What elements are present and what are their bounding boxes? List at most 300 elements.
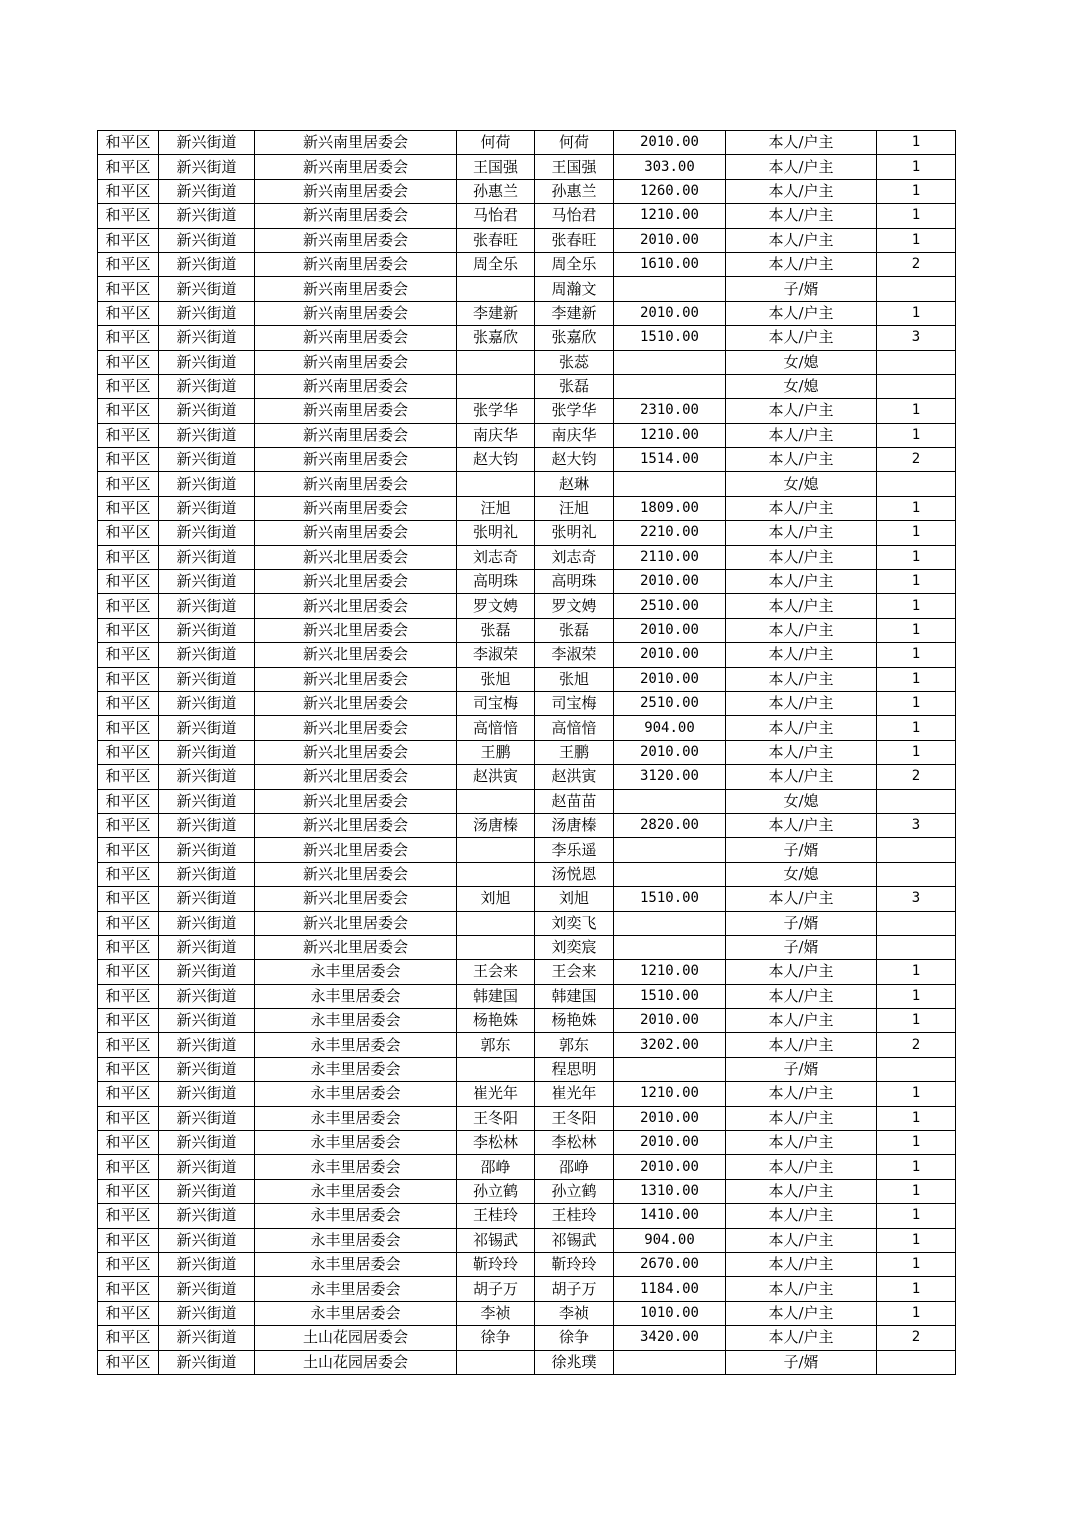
committee-cell: 新兴南里居委会 [255, 277, 457, 301]
street-cell: 新兴街道 [159, 838, 255, 862]
income-cell: 904.00 [614, 1228, 726, 1252]
relation-cell: 本人/户主 [726, 131, 877, 155]
committee-cell: 新兴北里居委会 [255, 716, 457, 740]
household-size-cell [877, 1350, 956, 1374]
committee-cell: 永丰里居委会 [255, 1155, 457, 1179]
relation-cell: 本人/户主 [726, 204, 877, 228]
table-row [98, 1252, 956, 1276]
district-cell: 和平区 [98, 1277, 159, 1301]
relation-cell: 女/媳 [726, 862, 877, 886]
street-cell: 新兴街道 [159, 1009, 255, 1033]
applicant-cell: 崔光年 [457, 1082, 535, 1106]
household-size-cell: 3 [877, 813, 956, 837]
household-size-cell: 1 [877, 496, 956, 520]
applicant-cell [457, 838, 535, 862]
household-size-cell: 1 [877, 131, 956, 155]
member-cell: 王鹏 [535, 740, 614, 764]
member-cell: 张蕊 [535, 350, 614, 374]
household-size-cell: 1 [877, 1009, 956, 1033]
relation-cell: 子/婿 [726, 911, 877, 935]
applicant-cell: 赵大钧 [457, 448, 535, 472]
district-cell: 和平区 [98, 862, 159, 886]
district-cell: 和平区 [98, 935, 159, 959]
member-cell: 王会来 [535, 960, 614, 984]
district-cell: 和平区 [98, 1179, 159, 1203]
applicant-cell: 王冬阳 [457, 1106, 535, 1130]
applicant-cell: 刘志奇 [457, 545, 535, 569]
district-cell: 和平区 [98, 984, 159, 1008]
income-cell: 1210.00 [614, 1082, 726, 1106]
committee-cell: 新兴南里居委会 [255, 326, 457, 350]
member-cell: 王国强 [535, 155, 614, 179]
income-cell: 1210.00 [614, 960, 726, 984]
member-cell: 刘奕宸 [535, 935, 614, 959]
household-size-cell: 1 [877, 1301, 956, 1325]
member-cell: 王冬阳 [535, 1106, 614, 1130]
applicant-cell: 高明珠 [457, 570, 535, 594]
committee-cell: 土山花园居委会 [255, 1350, 457, 1374]
applicant-cell: 周全乐 [457, 252, 535, 276]
income-cell: 3120.00 [614, 765, 726, 789]
applicant-cell [457, 935, 535, 959]
committee-cell: 永丰里居委会 [255, 1228, 457, 1252]
table-row [98, 813, 956, 837]
member-cell: 张嘉欣 [535, 326, 614, 350]
household-size-cell: 1 [877, 228, 956, 252]
applicant-cell: 靳玲玲 [457, 1252, 535, 1276]
committee-cell: 永丰里居委会 [255, 1082, 457, 1106]
relation-cell: 本人/户主 [726, 521, 877, 545]
member-cell: 张磊 [535, 618, 614, 642]
applicant-cell: 孙立鹤 [457, 1179, 535, 1203]
income-cell: 2010.00 [614, 228, 726, 252]
committee-cell: 新兴北里居委会 [255, 570, 457, 594]
relation-cell: 本人/户主 [726, 887, 877, 911]
income-cell [614, 1350, 726, 1374]
street-cell: 新兴街道 [159, 1326, 255, 1350]
household-size-cell: 1 [877, 179, 956, 203]
relation-cell: 本人/户主 [726, 545, 877, 569]
district-cell: 和平区 [98, 472, 159, 496]
member-cell: 刘志奇 [535, 545, 614, 569]
income-cell [614, 1057, 726, 1081]
member-cell: 张学华 [535, 399, 614, 423]
income-cell: 904.00 [614, 716, 726, 740]
applicant-cell: 何荷 [457, 131, 535, 155]
income-cell: 1610.00 [614, 252, 726, 276]
member-cell: 周全乐 [535, 252, 614, 276]
member-cell: 李淑荣 [535, 643, 614, 667]
committee-cell: 新兴北里居委会 [255, 789, 457, 813]
district-cell: 和平区 [98, 252, 159, 276]
household-size-cell: 1 [877, 204, 956, 228]
member-cell: 高愔愔 [535, 716, 614, 740]
member-cell: 汤唐榛 [535, 813, 614, 837]
street-cell: 新兴街道 [159, 374, 255, 398]
table-row [98, 594, 956, 618]
committee-cell: 永丰里居委会 [255, 960, 457, 984]
member-cell: 赵洪寅 [535, 765, 614, 789]
household-size-cell: 3 [877, 326, 956, 350]
member-cell: 李建新 [535, 301, 614, 325]
street-cell: 新兴街道 [159, 155, 255, 179]
member-cell: 杨艳姝 [535, 1009, 614, 1033]
committee-cell: 新兴北里居委会 [255, 618, 457, 642]
district-cell: 和平区 [98, 570, 159, 594]
member-cell: 赵大钧 [535, 448, 614, 472]
applicant-cell: 王鹏 [457, 740, 535, 764]
street-cell: 新兴街道 [159, 813, 255, 837]
district-cell: 和平区 [98, 1204, 159, 1228]
applicant-cell [457, 1350, 535, 1374]
committee-cell: 新兴南里居委会 [255, 374, 457, 398]
relation-cell: 本人/户主 [726, 1009, 877, 1033]
income-cell: 1510.00 [614, 984, 726, 1008]
committee-cell: 新兴北里居委会 [255, 594, 457, 618]
committee-cell: 新兴南里居委会 [255, 496, 457, 520]
member-cell: 司宝梅 [535, 691, 614, 715]
household-size-cell: 1 [877, 740, 956, 764]
household-size-cell: 1 [877, 594, 956, 618]
table-row [98, 740, 956, 764]
applicant-cell: 南庆华 [457, 423, 535, 447]
income-cell [614, 350, 726, 374]
committee-cell: 永丰里居委会 [255, 1106, 457, 1130]
applicant-cell [457, 374, 535, 398]
member-cell: 赵琳 [535, 472, 614, 496]
applicant-cell: 高愔愔 [457, 716, 535, 740]
relation-cell: 本人/户主 [726, 496, 877, 520]
committee-cell: 新兴北里居委会 [255, 643, 457, 667]
relation-cell: 本人/户主 [726, 423, 877, 447]
district-cell: 和平区 [98, 545, 159, 569]
applicant-cell: 孙惠兰 [457, 179, 535, 203]
committee-cell: 新兴北里居委会 [255, 911, 457, 935]
table-row [98, 472, 956, 496]
relation-cell: 本人/户主 [726, 594, 877, 618]
table-row [98, 179, 956, 203]
table-row [98, 545, 956, 569]
district-cell: 和平区 [98, 448, 159, 472]
table-row [98, 984, 956, 1008]
member-cell: 赵苗苗 [535, 789, 614, 813]
street-cell: 新兴街道 [159, 228, 255, 252]
table-row [98, 326, 956, 350]
household-size-cell: 2 [877, 765, 956, 789]
district-cell: 和平区 [98, 716, 159, 740]
street-cell: 新兴街道 [159, 350, 255, 374]
district-cell: 和平区 [98, 1009, 159, 1033]
applicant-cell: 张旭 [457, 667, 535, 691]
relation-cell: 子/婿 [726, 1350, 877, 1374]
street-cell: 新兴街道 [159, 1131, 255, 1155]
district-cell: 和平区 [98, 374, 159, 398]
table-row [98, 423, 956, 447]
applicant-cell: 张明礼 [457, 521, 535, 545]
table-row [98, 570, 956, 594]
table-row [98, 1228, 956, 1252]
household-size-cell: 1 [877, 1277, 956, 1301]
income-cell: 1514.00 [614, 448, 726, 472]
relation-cell: 本人/户主 [726, 740, 877, 764]
street-cell: 新兴街道 [159, 740, 255, 764]
household-size-cell: 2 [877, 252, 956, 276]
relation-cell: 本人/户主 [726, 1033, 877, 1057]
street-cell: 新兴街道 [159, 277, 255, 301]
district-cell: 和平区 [98, 1082, 159, 1106]
income-cell: 2010.00 [614, 1106, 726, 1130]
applicant-cell: 汤唐榛 [457, 813, 535, 837]
relation-cell: 本人/户主 [726, 1204, 877, 1228]
income-cell: 1510.00 [614, 887, 726, 911]
district-cell: 和平区 [98, 1326, 159, 1350]
applicant-cell: 刘旭 [457, 887, 535, 911]
committee-cell: 永丰里居委会 [255, 1179, 457, 1203]
table-row [98, 1009, 956, 1033]
income-cell: 1410.00 [614, 1204, 726, 1228]
household-size-cell: 1 [877, 521, 956, 545]
district-cell: 和平区 [98, 838, 159, 862]
relation-cell: 本人/户主 [726, 301, 877, 325]
applicant-cell [457, 862, 535, 886]
district-cell: 和平区 [98, 1228, 159, 1252]
table-row [98, 716, 956, 740]
member-cell: 汤悦恩 [535, 862, 614, 886]
income-cell: 1809.00 [614, 496, 726, 520]
committee-cell: 永丰里居委会 [255, 1252, 457, 1276]
relation-cell: 本人/户主 [726, 1179, 877, 1203]
street-cell: 新兴街道 [159, 570, 255, 594]
committee-cell: 新兴南里居委会 [255, 155, 457, 179]
household-size-cell: 1 [877, 545, 956, 569]
table-row [98, 643, 956, 667]
applicant-cell: 李松林 [457, 1131, 535, 1155]
table-row [98, 935, 956, 959]
member-cell: 胡子万 [535, 1277, 614, 1301]
household-size-cell: 1 [877, 423, 956, 447]
table-row [98, 228, 956, 252]
income-cell: 1260.00 [614, 179, 726, 203]
income-cell: 1510.00 [614, 326, 726, 350]
district-cell: 和平区 [98, 594, 159, 618]
table-row [98, 1131, 956, 1155]
income-cell: 2820.00 [614, 813, 726, 837]
household-table-body [98, 131, 956, 1375]
district-cell: 和平区 [98, 1252, 159, 1276]
member-cell: 李祯 [535, 1301, 614, 1325]
applicant-cell: 杨艳姝 [457, 1009, 535, 1033]
committee-cell: 新兴南里居委会 [255, 131, 457, 155]
household-size-cell: 1 [877, 643, 956, 667]
relation-cell: 本人/户主 [726, 326, 877, 350]
applicant-cell: 张嘉欣 [457, 326, 535, 350]
applicant-cell [457, 472, 535, 496]
street-cell: 新兴街道 [159, 1106, 255, 1130]
income-cell: 2670.00 [614, 1252, 726, 1276]
relation-cell: 本人/户主 [726, 155, 877, 179]
relation-cell: 本人/户主 [726, 716, 877, 740]
income-cell: 2310.00 [614, 399, 726, 423]
member-cell: 郭东 [535, 1033, 614, 1057]
district-cell: 和平区 [98, 643, 159, 667]
committee-cell: 土山花园居委会 [255, 1326, 457, 1350]
applicant-cell: 李淑荣 [457, 643, 535, 667]
member-cell: 马怡君 [535, 204, 614, 228]
committee-cell: 新兴南里居委会 [255, 204, 457, 228]
committee-cell: 新兴南里居委会 [255, 301, 457, 325]
income-cell [614, 472, 726, 496]
street-cell: 新兴街道 [159, 789, 255, 813]
income-cell: 2010.00 [614, 1155, 726, 1179]
street-cell: 新兴街道 [159, 643, 255, 667]
street-cell: 新兴街道 [159, 618, 255, 642]
relation-cell: 本人/户主 [726, 448, 877, 472]
committee-cell: 新兴南里居委会 [255, 399, 457, 423]
household-size-cell [877, 862, 956, 886]
street-cell: 新兴街道 [159, 984, 255, 1008]
member-cell: 崔光年 [535, 1082, 614, 1106]
relation-cell: 本人/户主 [726, 1326, 877, 1350]
table-row [98, 521, 956, 545]
relation-cell: 子/婿 [726, 277, 877, 301]
street-cell: 新兴街道 [159, 1350, 255, 1374]
relation-cell: 本人/户主 [726, 1252, 877, 1276]
street-cell: 新兴街道 [159, 1033, 255, 1057]
applicant-cell: 张磊 [457, 618, 535, 642]
member-cell: 李松林 [535, 1131, 614, 1155]
household-size-cell: 1 [877, 984, 956, 1008]
committee-cell: 新兴北里居委会 [255, 887, 457, 911]
household-size-cell: 1 [877, 667, 956, 691]
applicant-cell: 邵峥 [457, 1155, 535, 1179]
committee-cell: 新兴南里居委会 [255, 228, 457, 252]
table-row [98, 252, 956, 276]
table-row [98, 350, 956, 374]
table-row [98, 887, 956, 911]
income-cell: 2510.00 [614, 594, 726, 618]
committee-cell: 永丰里居委会 [255, 984, 457, 1008]
household-size-cell: 1 [877, 399, 956, 423]
household-size-cell: 1 [877, 1131, 956, 1155]
household-size-cell: 1 [877, 570, 956, 594]
applicant-cell: 罗文娉 [457, 594, 535, 618]
street-cell: 新兴街道 [159, 1155, 255, 1179]
member-cell: 张旭 [535, 667, 614, 691]
relation-cell: 本人/户主 [726, 667, 877, 691]
committee-cell: 新兴北里居委会 [255, 862, 457, 886]
table-row [98, 1033, 956, 1057]
applicant-cell: 李祯 [457, 1301, 535, 1325]
income-cell: 2010.00 [614, 740, 726, 764]
table-row [98, 691, 956, 715]
household-size-cell: 1 [877, 301, 956, 325]
street-cell: 新兴街道 [159, 765, 255, 789]
table-row [98, 1301, 956, 1325]
income-cell: 2010.00 [614, 570, 726, 594]
member-cell: 张春旺 [535, 228, 614, 252]
household-size-cell [877, 374, 956, 398]
table-row [98, 618, 956, 642]
household-size-cell [877, 472, 956, 496]
committee-cell: 新兴南里居委会 [255, 350, 457, 374]
street-cell: 新兴街道 [159, 1277, 255, 1301]
income-cell: 2110.00 [614, 545, 726, 569]
district-cell: 和平区 [98, 813, 159, 837]
street-cell: 新兴街道 [159, 1179, 255, 1203]
table-row [98, 911, 956, 935]
district-cell: 和平区 [98, 301, 159, 325]
member-cell: 刘奕飞 [535, 911, 614, 935]
household-size-cell: 1 [877, 155, 956, 179]
relation-cell: 本人/户主 [726, 1131, 877, 1155]
applicant-cell: 赵洪寅 [457, 765, 535, 789]
committee-cell: 新兴南里居委会 [255, 472, 457, 496]
applicant-cell [457, 277, 535, 301]
street-cell: 新兴街道 [159, 423, 255, 447]
household-size-cell [877, 789, 956, 813]
member-cell: 韩建国 [535, 984, 614, 1008]
street-cell: 新兴街道 [159, 887, 255, 911]
table-row [98, 1350, 956, 1374]
street-cell: 新兴街道 [159, 1082, 255, 1106]
member-cell: 徐兆璞 [535, 1350, 614, 1374]
table-row [98, 399, 956, 423]
household-size-cell: 1 [877, 1106, 956, 1130]
income-cell [614, 789, 726, 813]
income-cell [614, 277, 726, 301]
district-cell: 和平区 [98, 1131, 159, 1155]
relation-cell: 本人/户主 [726, 691, 877, 715]
member-cell: 靳玲玲 [535, 1252, 614, 1276]
district-cell: 和平区 [98, 1301, 159, 1325]
street-cell: 新兴街道 [159, 179, 255, 203]
income-cell [614, 911, 726, 935]
committee-cell: 永丰里居委会 [255, 1009, 457, 1033]
applicant-cell: 王桂玲 [457, 1204, 535, 1228]
relation-cell: 本人/户主 [726, 179, 877, 203]
table-row [98, 1326, 956, 1350]
committee-cell: 新兴南里居委会 [255, 448, 457, 472]
district-cell: 和平区 [98, 1350, 159, 1374]
income-cell: 2210.00 [614, 521, 726, 545]
committee-cell: 永丰里居委会 [255, 1131, 457, 1155]
district-cell: 和平区 [98, 789, 159, 813]
relation-cell: 本人/户主 [726, 1155, 877, 1179]
street-cell: 新兴街道 [159, 935, 255, 959]
table-row [98, 667, 956, 691]
household-size-cell: 1 [877, 960, 956, 984]
committee-cell: 永丰里居委会 [255, 1057, 457, 1081]
table-row [98, 789, 956, 813]
street-cell: 新兴街道 [159, 960, 255, 984]
applicant-cell: 郭东 [457, 1033, 535, 1057]
district-cell: 和平区 [98, 1057, 159, 1081]
district-cell: 和平区 [98, 131, 159, 155]
committee-cell: 新兴南里居委会 [255, 521, 457, 545]
household-size-cell: 2 [877, 448, 956, 472]
district-cell: 和平区 [98, 326, 159, 350]
district-cell: 和平区 [98, 691, 159, 715]
member-cell: 何荷 [535, 131, 614, 155]
household-size-cell [877, 277, 956, 301]
household-size-cell [877, 350, 956, 374]
district-cell: 和平区 [98, 521, 159, 545]
income-cell [614, 935, 726, 959]
income-cell: 2010.00 [614, 1131, 726, 1155]
committee-cell: 永丰里居委会 [255, 1277, 457, 1301]
income-cell [614, 838, 726, 862]
table-row [98, 1155, 956, 1179]
